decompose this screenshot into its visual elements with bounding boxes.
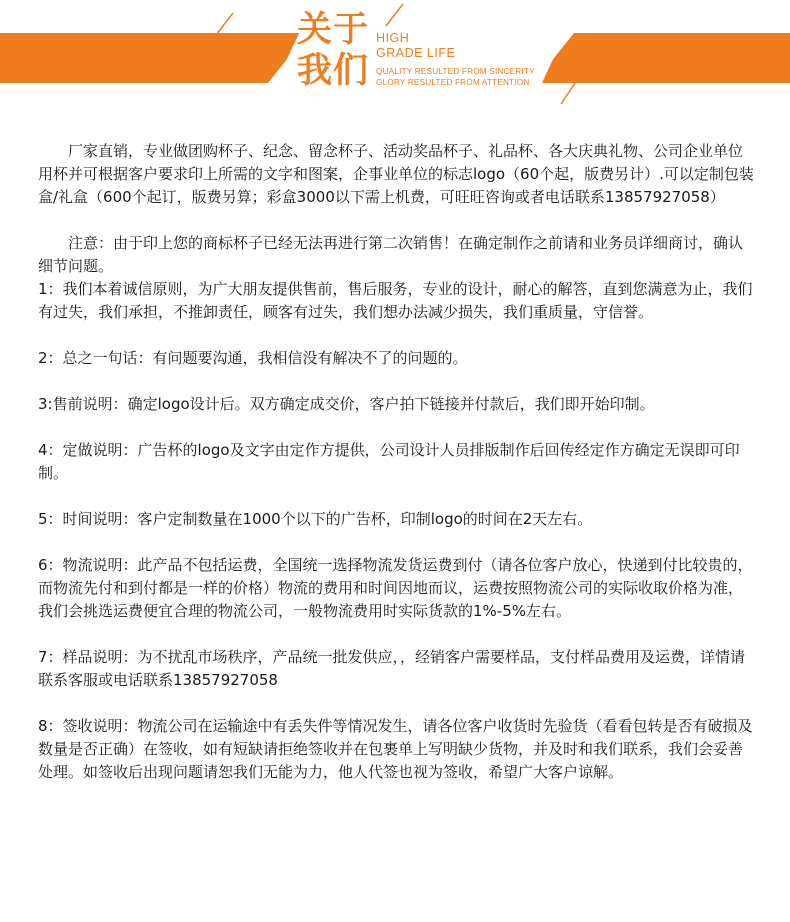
item-6: 6：物流说明：此产品不包括运费，全国统一选择物流发货运费到付（请各位客户放心，快递到付比较贵的，而物流先付和到付都是一样的价格）物流的费用和时间因地而议，运费按照物流公司的实际收取价格为准，我们会挑选运费便宜合理的物流公司，一般物流费用时实际货款的1%-5%左右。: [38, 556, 753, 620]
item-2: 2：总之一句话：有问题要沟通，我相信没有解决不了的问题的。: [38, 349, 468, 367]
tagline-grade-life: GRADE LIFE: [376, 46, 456, 60]
main-content: [38, 140, 756, 784]
tagline-quality: QUALITY RESULTED FROM SINCERITY: [376, 67, 535, 76]
title-line-1: 关于: [297, 10, 370, 50]
item-1: 1：我们本着诚信原则，为广大朋友提供售前，售后服务，专业的设计，耐心的解答，直到您满意为止，我们有过失，我们承担，不推卸责任，顾客有过失，我们想办法减少损失，我们重质量，守信誉。: [38, 280, 753, 321]
page-title: [297, 10, 369, 92]
notice-paragraph: 注意：由于印上您的商标杯子已经无法再进行第二次销售！在确定制作之前请和业务员详细商讨，确认细节问题。: [38, 234, 744, 275]
item-7: 7：样品说明：为不扰乱市场秩序，产品统一批发供应，，经销客户需要样品，支付样品费用及运费，详情请联系客服或电话联系13857927058: [38, 648, 746, 689]
item-3: 3:售前说明：确定logo设计后。双方确定成交价，客户拍下链接并付款后，我们即开始印制。: [38, 395, 655, 413]
item-5: 5：时间说明：客户定制数量在1000个以下的广告杯，印制logo的时间在2天左右。: [38, 510, 593, 528]
item-4: 4：定做说明：广告杯的logo及文字由定作方提供，公司设计人员排版制作后回传经定作方确定无误即可印制。: [38, 441, 740, 482]
right-orange-band: [534, 33, 790, 83]
left-orange-band: [0, 33, 308, 83]
intro-paragraph: 厂家直销，专业做团购杯子、纪念、留念杯子、活动奖品杯子、礼品杯、各大庆典礼物、公司企业单位用杯并可根据客户要求印上所需的文字和图案，企事业单位的标志logo（60个起，版费另计）.可以定制包装盒/礼盒（600个起订，版费另算；彩盒3000以下需上机费，可旺旺咨询或者电话联系13857927058）: [38, 142, 754, 206]
tagline-glory: GLORY RESULTED FROM ATTENTION: [376, 78, 530, 87]
item-8: 8：签收说明：物流公司在运输途中有丢失件等情况发生，请各位客户收货时先验货（看看包转是否有破损及数量是否正确）在签收，如有短缺请拒绝签收并在包裹单上写明缺少货物，并及时和我们联系，我们会妥善处理。如签收后出现问题请恕我们无能为力，他人代签也视为签收，希望广大客户谅解。: [38, 717, 753, 781]
english-tagline: [376, 31, 535, 88]
header-banner: [0, 0, 790, 110]
tagline-high: HIGH: [376, 31, 410, 45]
title-line-2: 我们: [297, 51, 370, 91]
